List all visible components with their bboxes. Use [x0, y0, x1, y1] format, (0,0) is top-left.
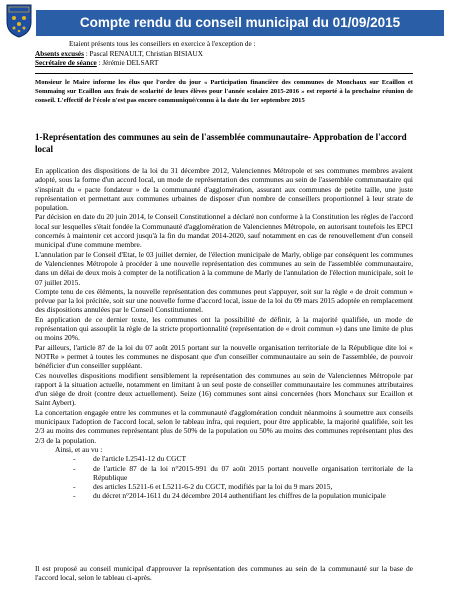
- paragraph-5: En application de ce dernier texte, les communes ont la possibilité de définir, à la majorité qualifiée, un mode de représentation qui assouplit la règle de la stricte proportionnalité (représentation de « droit commun ») dans une limite de plus ou moins 20%.: [35, 314, 413, 343]
- coat-of-arms-icon: [6, 4, 32, 38]
- list-item: - du décret n°2014-1611 du 24 décembre 2014 authentifiant les chiffres de la population municipale: [73, 491, 386, 501]
- secretary-line: [35, 59, 415, 69]
- section-heading: 1-Représentation des communes au sein de l'assemblée communautaire- Approbation de l'accord local: [35, 132, 407, 154]
- list-item: - des articles L5211-6 et L5211-6-2 du CGCT, modifiés par la loi du 9 mars 2015,: [73, 482, 333, 492]
- absents-value: : Pascal RENAULT, Christian BISIAUX: [83, 49, 203, 58]
- paragraph-3: L'annulation par le Conseil d'Etat, le 03 juillet dernier, de l'élection municipale de Marly, oblige par conséquent les communes de Valenciennes Métropole à procéder à une nouvelle représentation des communes au sein de l'assemblée communautaire, dans un délai de deux mois à compter de la notification à la commune de Marly de l'annulation de l'élection municipale, soit le 07 juillet 2015.: [35, 249, 413, 287]
- paragraph-1: En application des dispositions de la loi du 31 décembre 2012, Valenciennes Métropole et ses communes membres avaient adopté, sous la forme d'un accord local, un mode de représentation des communes au sein de l'assemblée communautaire qui s'inspirait du « pacte fondateur » de la communauté d'agglomération, assurant aux communes de petite taille, une juste représentation et permettant aux communes urbaines de disposer d'un nombre de conseillers proportionnel à leur strate de population.: [35, 166, 413, 213]
- legal-references-list: [35, 454, 413, 500]
- paragraph-2: Par décision en date du 20 juin 2014, le Conseil Constitutionnel a déclaré non conforme à la Constitution les règles de l'accord local sur lesquelles s'était fondée la Communauté d'agglomération de Valenciennes Métropole, en autorisant toutefois les EPCI concernés à maintenir cet accord jusqu'à la fin du mandat 2014-2020, sauf notamment en cas de renouvellement d'un conseil municipal d'une commune membre.: [35, 212, 413, 250]
- proposal-text: Il est proposé au conseil municipal d'approuver la représentation des communes au sein de la communauté sur la base de l'accord local, selon le tableau ci-après.: [35, 564, 413, 583]
- list-item: - de l'article 87 de la loi n°2015-991 du 07 août 2015 portant nouvelle organisation territoriale de la République: [73, 463, 413, 482]
- divider: [35, 73, 413, 74]
- absents-label: Absents excusés: [35, 49, 84, 58]
- secretary-label: Secrétaire de séance: [35, 59, 97, 67]
- attendance-block: [35, 40, 415, 69]
- list-item: - de l'article L2541-12 du CGCT: [73, 454, 187, 464]
- intro-paragraph: Monsieur le Maire informe les élus que l'ordre du jour « Participation financière des communes de Monchaux sur Ecaillon et Sommaing sur Ecaillon aux frais de scolarité de leurs élèves pour l'année scolaire 2015-2016 » est reporté à la prochaine réunion de conseil. L'effectif de l'école n'est pas encore communiqué/connu à la date du 1er septembre 2015: [35, 79, 413, 104]
- paragraph-4: Compte tenu de ces éléments, la nouvelle représentation des communes peut s'appuyer, soit sur la règle « de droit commun » prévue par la loi précitée, soit sur une nouvelle forme d'accord local, issue de la loi du 09 mars 2015 adoptée en remplacement des dispositions annulées par le Conseil Constitutionnel.: [35, 286, 413, 315]
- paragraph-8: La concertation engagée entre les communes et la communauté d'agglomération conduit néanmoins à soumettre aux conseils municipaux l'adoption de l'accord local, selon le tableau infra, qui requiert, pour être applicable, la majorité qualifiée, soit les 2/3 au moins des communes représentant plus de 50% de la population ou 50% au moins des communes représentant plus des 2/3 de la population.: [35, 407, 413, 445]
- secretary-value: : Jérémie DELSART: [96, 59, 159, 67]
- final-paragraph: [35, 564, 413, 583]
- vu-line: Ainsi, et au vu :: [55, 444, 103, 454]
- page-title: Compte rendu du conseil municipal du 01/09/2015: [36, 10, 444, 36]
- present-line: Etaient présents tous les conseillers en exercice à l'exception de :: [69, 40, 256, 48]
- paragraph-6: Par ailleurs, l'article 87 de la loi du 07 août 2015 portant sur la nouvelle organisation territoriale de la République dite loi « NOTRe » permet à toutes les communes ne disposant que d'un conseiller communautaire au sein de l'assemblée, de pouvoir bénéficier d'un conseiller suppléant.: [35, 342, 413, 371]
- absents-line: [35, 50, 415, 60]
- section-body: [35, 166, 413, 501]
- paragraph-7: Ces nouvelles dispositions modifient sensiblement la représentation des communes au sein de Valenciennes Métropole par rapport à la situation actuelle, notamment en limitant à un seul poste de conseiller communautaire les communes attributaires d'un siège de droit (contre deux actuellement). Seize (16) communes sont ainsi concernées (hors Monchaux sur Ecaillon et Saint Aybert).: [35, 370, 413, 408]
